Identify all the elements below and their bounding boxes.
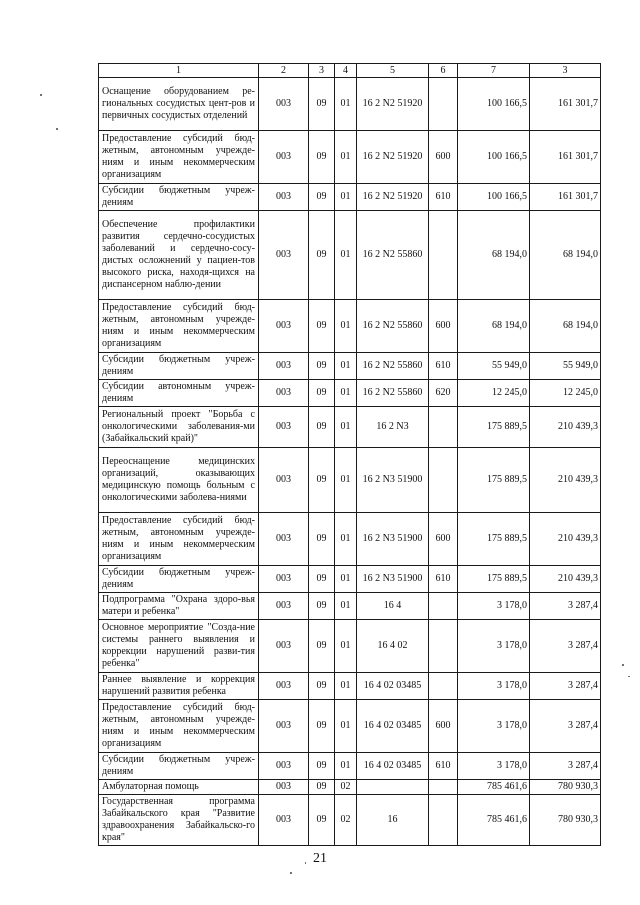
subsection-code: 01 [335, 211, 357, 300]
expense-type-code: 620 [429, 380, 458, 407]
admin-code: 003 [259, 184, 309, 211]
expense-type-code [429, 211, 458, 300]
admin-code: 003 [259, 566, 309, 593]
section-code: 09 [309, 795, 335, 846]
amount-year-2: 780 930,3 [530, 795, 601, 846]
subsection-code: 01 [335, 131, 357, 184]
column-header: 1 [99, 64, 259, 78]
row-description: Основное мероприятие "Созда-ние системы раннего выявления и коррекции нарушений разви-тия ребенка" [99, 620, 259, 673]
row-description: Амбулаторная помощь [99, 780, 259, 795]
admin-code: 003 [259, 353, 309, 380]
row-description: Оснащение оборудованием ре-гиональных сосудистых цент-ров и первичных сосудистых отделений [99, 78, 259, 131]
expense-type-code: 600 [429, 700, 458, 753]
expense-type-code [429, 780, 458, 795]
subsection-code: 01 [335, 448, 357, 513]
column-header: 5 [357, 64, 429, 78]
section-code: 09 [309, 407, 335, 448]
subsection-code: 01 [335, 407, 357, 448]
budget-table-page [98, 63, 600, 846]
target-article-code: 16 4 02 [357, 620, 429, 673]
amount-year-1: 68 194,0 [458, 300, 530, 353]
row-description: Предоставление субсидий бюд-жетным, автономным учрежде-ниям и иным некоммерческим организациям [99, 131, 259, 184]
scan-speck [622, 664, 624, 666]
section-code: 09 [309, 353, 335, 380]
expense-type-code: 610 [429, 353, 458, 380]
section-code: 09 [309, 513, 335, 566]
subsection-code: 01 [335, 673, 357, 700]
amount-year-2: 161 301,7 [530, 78, 601, 131]
section-code: 09 [309, 673, 335, 700]
amount-year-2: 12 245,0 [530, 380, 601, 407]
budget-table [98, 63, 601, 846]
section-code: 09 [309, 448, 335, 513]
subsection-code: 02 [335, 780, 357, 795]
table-row [99, 211, 601, 300]
column-number-row [99, 64, 601, 78]
target-article-code: 16 2 N2 51920 [357, 78, 429, 131]
expense-type-code: 610 [429, 566, 458, 593]
admin-code: 003 [259, 753, 309, 780]
expense-type-code: 610 [429, 753, 458, 780]
admin-code: 003 [259, 78, 309, 131]
amount-year-1: 12 245,0 [458, 380, 530, 407]
expense-type-code [429, 620, 458, 673]
expense-type-code: 600 [429, 131, 458, 184]
target-article-code: 16 2 N2 55860 [357, 380, 429, 407]
target-article-code: 16 2 N2 55860 [357, 353, 429, 380]
admin-code: 003 [259, 620, 309, 673]
row-description: Субсидии бюджетным учреж-дениям [99, 353, 259, 380]
subsection-code: 01 [335, 620, 357, 673]
subsection-code: 01 [335, 300, 357, 353]
row-description: Субсидии бюджетным учреж-дениям [99, 566, 259, 593]
table-row [99, 407, 601, 448]
admin-code: 003 [259, 448, 309, 513]
expense-type-code: 600 [429, 513, 458, 566]
expense-type-code: 610 [429, 184, 458, 211]
subsection-code: 01 [335, 78, 357, 131]
column-header: 4 [335, 64, 357, 78]
section-code: 09 [309, 780, 335, 795]
row-description: Предоставление субсидий бюд-жетным, автономным учрежде-ниям и иным некоммерческим организациям [99, 300, 259, 353]
scan-speck [628, 676, 630, 677]
table-row [99, 184, 601, 211]
section-code: 09 [309, 131, 335, 184]
target-article-code: 16 2 N3 51900 [357, 448, 429, 513]
admin-code: 003 [259, 131, 309, 184]
row-description: Предоставление субсидий бюд-жетным, автономным учрежде-ниям и иным некоммерческим организациям [99, 700, 259, 753]
table-row [99, 620, 601, 673]
scan-speck [305, 862, 306, 864]
amount-year-1: 55 949,0 [458, 353, 530, 380]
amount-year-1: 3 178,0 [458, 620, 530, 673]
admin-code: 003 [259, 673, 309, 700]
amount-year-1: 100 166,5 [458, 184, 530, 211]
subsection-code: 01 [335, 593, 357, 620]
amount-year-2: 210 439,3 [530, 513, 601, 566]
target-article-code: 16 2 N2 51920 [357, 131, 429, 184]
table-row [99, 795, 601, 846]
amount-year-2: 3 287,4 [530, 673, 601, 700]
amount-year-2: 210 439,3 [530, 448, 601, 513]
expense-type-code: 600 [429, 300, 458, 353]
row-description: Государственная программа Забайкальского края "Развитие здравоохранения Забайкальско-го края" [99, 795, 259, 846]
amount-year-1: 175 889,5 [458, 566, 530, 593]
target-article-code: 16 2 N3 51900 [357, 513, 429, 566]
amount-year-2: 68 194,0 [530, 300, 601, 353]
row-description: Переоснащение медицинских организаций, оказывающих медицинскую помощь больным с онкологическими заболева-ниями [99, 448, 259, 513]
section-code: 09 [309, 593, 335, 620]
section-code: 09 [309, 620, 335, 673]
target-article-code: 16 4 02 03485 [357, 700, 429, 753]
table-row [99, 593, 601, 620]
target-article-code: 16 4 02 03485 [357, 753, 429, 780]
amount-year-2: 210 439,3 [530, 566, 601, 593]
target-article-code: 16 [357, 795, 429, 846]
scan-speck [290, 872, 292, 874]
amount-year-2: 3 287,4 [530, 700, 601, 753]
section-code: 09 [309, 753, 335, 780]
table-row [99, 513, 601, 566]
section-code: 09 [309, 211, 335, 300]
amount-year-2: 161 301,7 [530, 184, 601, 211]
subsection-code: 01 [335, 566, 357, 593]
amount-year-1: 3 178,0 [458, 753, 530, 780]
column-header: 3 [530, 64, 601, 78]
amount-year-2: 780 930,3 [530, 780, 601, 795]
table-row [99, 300, 601, 353]
target-article-code: 16 2 N3 [357, 407, 429, 448]
column-header: 2 [259, 64, 309, 78]
table-row [99, 673, 601, 700]
amount-year-1: 3 178,0 [458, 700, 530, 753]
amount-year-1: 175 889,5 [458, 448, 530, 513]
admin-code: 003 [259, 211, 309, 300]
expense-type-code [429, 795, 458, 846]
scan-speck [56, 128, 58, 130]
amount-year-1: 175 889,5 [458, 513, 530, 566]
target-article-code: 16 4 [357, 593, 429, 620]
table-row [99, 753, 601, 780]
row-description: Субсидии бюджетным учреж-дениям [99, 184, 259, 211]
amount-year-1: 785 461,6 [458, 795, 530, 846]
admin-code: 003 [259, 407, 309, 448]
subsection-code: 02 [335, 795, 357, 846]
subsection-code: 01 [335, 184, 357, 211]
table-row [99, 448, 601, 513]
expense-type-code [429, 407, 458, 448]
admin-code: 003 [259, 593, 309, 620]
admin-code: 003 [259, 513, 309, 566]
subsection-code: 01 [335, 380, 357, 407]
table-row [99, 380, 601, 407]
section-code: 09 [309, 380, 335, 407]
table-row [99, 780, 601, 795]
amount-year-1: 785 461,6 [458, 780, 530, 795]
expense-type-code [429, 78, 458, 131]
section-code: 09 [309, 184, 335, 211]
row-description: Подпрограмма "Охрана здоро-вья матери и ребенка" [99, 593, 259, 620]
table-row [99, 78, 601, 131]
amount-year-2: 161 301,7 [530, 131, 601, 184]
table-row [99, 353, 601, 380]
table-row [99, 566, 601, 593]
row-description: Предоставление субсидий бюд-жетным, автономным учрежде-ниям и иным некоммерческим организациям [99, 513, 259, 566]
amount-year-1: 3 178,0 [458, 593, 530, 620]
amount-year-2: 3 287,4 [530, 753, 601, 780]
column-header: 7 [458, 64, 530, 78]
section-code: 09 [309, 78, 335, 131]
target-article-code: 16 2 N2 51920 [357, 184, 429, 211]
admin-code: 003 [259, 380, 309, 407]
page-number: 21 [313, 851, 327, 866]
subsection-code: 01 [335, 513, 357, 566]
expense-type-code [429, 448, 458, 513]
amount-year-2: 3 287,4 [530, 620, 601, 673]
row-description: Субсидии автономным учреж-дениям [99, 380, 259, 407]
expense-type-code [429, 673, 458, 700]
row-description: Обеспечение профилактики развития сердечно-сосудистых заболеваний и сердечно-сосу-дистых осложнений у пациен-тов высокого риска, находя-щихся на диспансерном наблю-дении [99, 211, 259, 300]
amount-year-1: 100 166,5 [458, 78, 530, 131]
amount-year-2: 55 949,0 [530, 353, 601, 380]
expense-type-code [429, 593, 458, 620]
amount-year-2: 3 287,4 [530, 593, 601, 620]
row-description: Региональный проект "Борьба с онкологическими заболевания-ми (Забайкальский край)" [99, 407, 259, 448]
amount-year-1: 3 178,0 [458, 673, 530, 700]
table-row [99, 700, 601, 753]
admin-code: 003 [259, 700, 309, 753]
subsection-code: 01 [335, 353, 357, 380]
section-code: 09 [309, 700, 335, 753]
column-header: 3 [309, 64, 335, 78]
section-code: 09 [309, 566, 335, 593]
target-article-code [357, 780, 429, 795]
amount-year-2: 210 439,3 [530, 407, 601, 448]
amount-year-1: 175 889,5 [458, 407, 530, 448]
row-description: Субсидии бюджетным учреж-дениям [99, 753, 259, 780]
admin-code: 003 [259, 780, 309, 795]
column-header: 6 [429, 64, 458, 78]
target-article-code: 16 2 N2 55860 [357, 300, 429, 353]
subsection-code: 01 [335, 753, 357, 780]
subsection-code: 01 [335, 700, 357, 753]
table-row [99, 131, 601, 184]
admin-code: 003 [259, 300, 309, 353]
amount-year-1: 100 166,5 [458, 131, 530, 184]
admin-code: 003 [259, 795, 309, 846]
target-article-code: 16 4 02 03485 [357, 673, 429, 700]
amount-year-1: 68 194,0 [458, 211, 530, 300]
target-article-code: 16 2 N2 55860 [357, 211, 429, 300]
section-code: 09 [309, 300, 335, 353]
amount-year-2: 68 194,0 [530, 211, 601, 300]
scan-speck [40, 94, 42, 96]
target-article-code: 16 2 N3 51900 [357, 566, 429, 593]
row-description: Раннее выявление и коррекция нарушений развития ребенка [99, 673, 259, 700]
